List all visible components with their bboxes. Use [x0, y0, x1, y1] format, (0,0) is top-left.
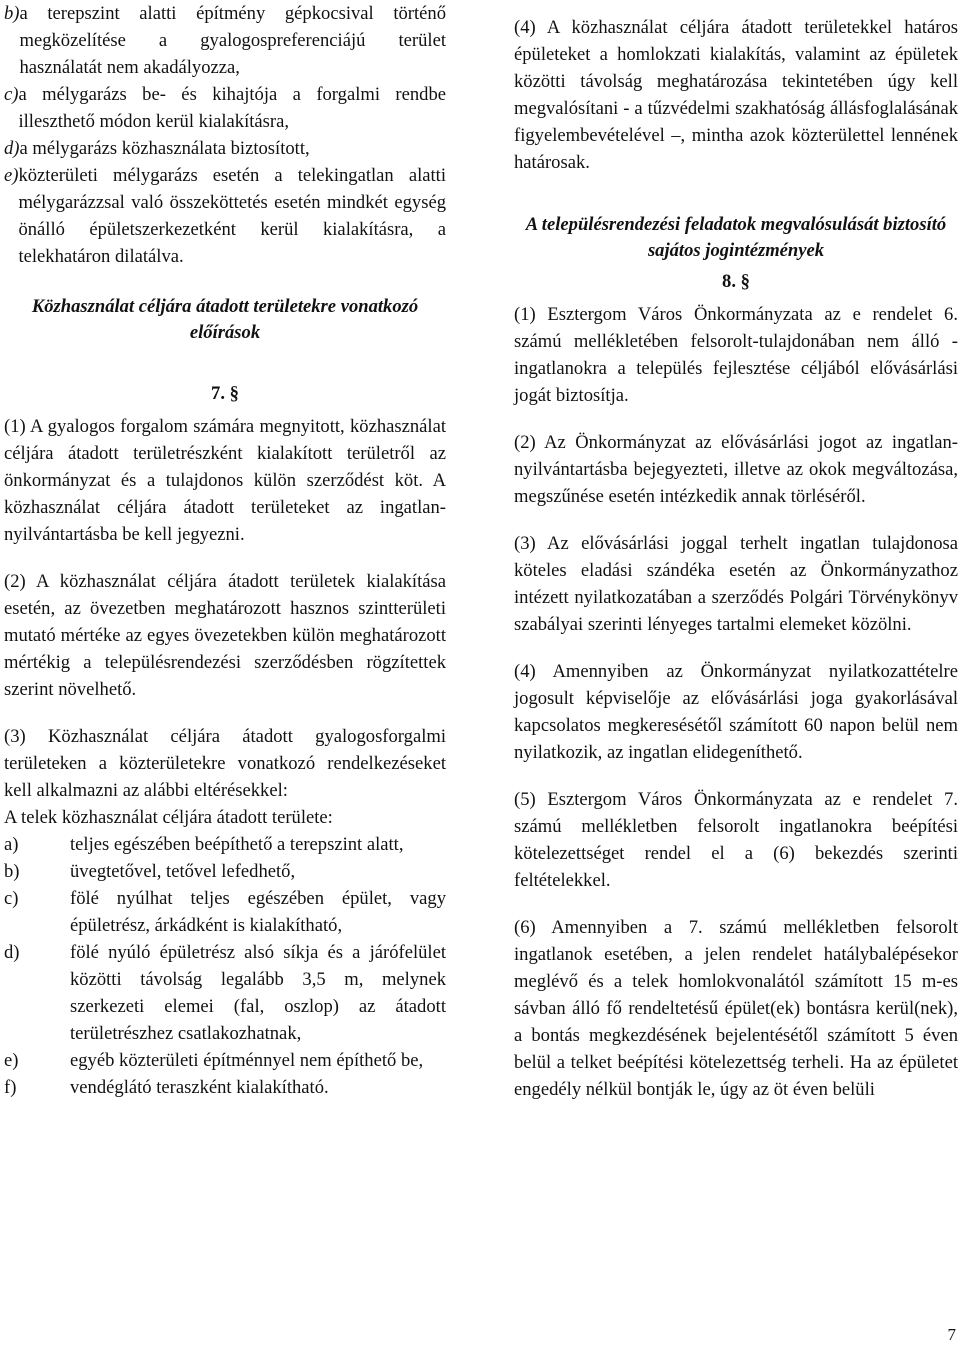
- list-label: b): [4, 861, 20, 882]
- list-label: d): [4, 138, 20, 159]
- paragraph-1: (1) A gyalogos forgalom számára megnyitott, közhasználat céljára átadott területrészként kialakított területről az önkormányzat és a tulajdonos külön szerződést köt. A közhasználat céljára átadott területeket az ingatlan-nyilvántartásba be kell jegyezni.: [4, 416, 446, 545]
- list-text: vendéglátó teraszként kialakítható.: [70, 1077, 329, 1098]
- paragraph-2: (2) A közhasználat céljára átadott területek kialakítása esetén, az övezetben meghatározott hasznos szintterületi mutató mértéke az egyes övezetekben külön meghatározott mértékig a településrendezési szerződésben rögzítettek szerint növelhető.: [4, 571, 446, 700]
- list-text: fölé nyúló épületrész alsó síkja és a járófelület közötti távolság legalább 3,5 m, melynek szerkezeti elemei (fal, oszlop) az átadott területrészhez csatlakozhatnak,: [70, 942, 446, 1044]
- paragraph-8-1: (1) Esztergom Város Önkormányzata az e rendelet 6. számú mellékletében felsorolt-tulajdonában nem álló - ingatlanokra a település fejlesztése céljából elővásárlási jogát biztosítja.: [514, 304, 958, 406]
- list-item-c2: [4, 885, 446, 939]
- left-column: [4, 0, 446, 1101]
- paragraph-8-3: (3) Az elővásárlási joggal terhelt ingatlan tulajdonosa köteles eladási szándéka esetén az Önkormányzathoz intézett nyilatkozatában a szerződés Polgári Törvénykönyv szabályai szerinti lényeges tartalmi elemeket közölni.: [514, 533, 958, 635]
- list-item-e: [4, 162, 446, 270]
- list-label: e): [4, 1050, 19, 1071]
- list-label: e): [4, 165, 19, 186]
- paragraph-4: (4) A közhasználat céljára átadott területekkel határos épületeket a homlokzati kialakítás, valamint az épületek közötti távolság meghatározása tekintetében úgy kell megvalósítani - a tűzvédelmi szakhatóság állásfoglalásának figyelembevételével –, mintha azok közterülettel lennének határosak.: [514, 17, 958, 173]
- paragraph-symbol: §: [229, 383, 239, 404]
- list-item-b2: [4, 858, 446, 885]
- list-label: c): [4, 84, 19, 105]
- list-label: c): [4, 888, 19, 909]
- page-number: 7: [947, 1325, 956, 1344]
- list-text: a terepszint alatti építmény gépkocsival történő megközelítése a gyalogospreferenciájú terület használatát nem akadályozza,: [19, 3, 446, 78]
- list-item-a: [4, 831, 446, 858]
- section-number-8: [514, 268, 958, 295]
- paragraph-8-6: (6) Amennyiben a 7. számú mellékletben felsorolt ingatlanok esetében, a jelen rendelet hatálybalépésekor meglévő és a telek homlokvonalától számított 15 m-es sávban álló fő rendeltetésű épület(ek) bontásra kerül(nek), a bontás megkezdésének bejelentésétől számított 5 éven belül a telket beépítési kötelezettség terheli. Ha az épületet engedély nélkül bontják le, úgy az öt éven belüli: [514, 917, 958, 1100]
- list-text: a mélygarázs be- és kihajtója a forgalmi rendbe illeszthető módon kerül kialakításra,: [18, 84, 446, 132]
- paragraph-3-sub: A telek közhasználat céljára átadott területe:: [4, 807, 333, 828]
- section-number: 8.: [722, 271, 736, 292]
- list-label: b): [4, 3, 20, 24]
- list-label: d): [4, 942, 20, 963]
- list-text: közterületi mélygarázs esetén a telekingatlan alatti mélygarázzsal való összeköttetés esetén mindkét egység önálló épületszerkezetként kerül kialakításra, a telekhatáron dilatálva.: [18, 165, 446, 267]
- paragraph-8-5: (5) Esztergom Város Önkormányzata az e rendelet 7. számú mellékletben felsorolt ingatlanokra beépítési kötelezettséget rendel el a (6) bekezdés szerinti feltételekkel.: [514, 789, 958, 891]
- section-number: 7.: [211, 383, 225, 404]
- section-heading-left: Közhasználat céljára átadott területekre vonatkozó előírások: [31, 296, 419, 343]
- section-heading-right: A településrendezési feladatok megvalósulását biztosító sajátos jogintézmények: [525, 214, 947, 261]
- list-text: egyéb közterületi építménnyel nem építhető be,: [70, 1050, 424, 1071]
- list-item-d2: [4, 939, 446, 1047]
- list-text: fölé nyúlhat teljes egészében épület, vagy épületrész, árkádként is kialakítható,: [70, 888, 446, 936]
- list-item-b: [4, 0, 446, 81]
- paragraph-3: (3) Közhasználat céljára átadott gyalogosforgalmi területeken a közterületekre vonatkozó rendelkezéseket kell alkalmazni az alábbi eltérésekkel:: [4, 726, 446, 801]
- list-item-f2: [4, 1074, 446, 1101]
- list-text: teljes egészében beépíthető a terepszint alatt,: [70, 834, 404, 855]
- list-item-d: [4, 135, 446, 162]
- list-item-e2: [4, 1047, 446, 1074]
- right-column: [514, 0, 958, 1103]
- paragraph-8-2: (2) Az Önkormányzat az elővásárlási jogot az ingatlan-nyilvántartásba bejegyezteti, illetve az okok megváltozása, megszűnése esetén intézkedik annak törléséről.: [514, 432, 958, 507]
- list-text: a mélygarázs közhasználata biztosított,: [19, 138, 310, 159]
- list-label: f): [4, 1077, 17, 1098]
- paragraph-8-4: (4) Amennyiben az Önkormányzat nyilatkozattételre jogosult képviselője az elővásárlási joga gyakorlásával kapcsolatos megkeresésétől számított 60 napon belül nem nyilatkozik, az ingatlan elidegeníthető.: [514, 661, 958, 763]
- list-item-c: [4, 81, 446, 135]
- section-number-7: [4, 380, 446, 407]
- list-text: üvegtetővel, tetővel lefedhető,: [70, 861, 296, 882]
- list-label: a): [4, 834, 19, 855]
- paragraph-symbol: §: [740, 271, 750, 292]
